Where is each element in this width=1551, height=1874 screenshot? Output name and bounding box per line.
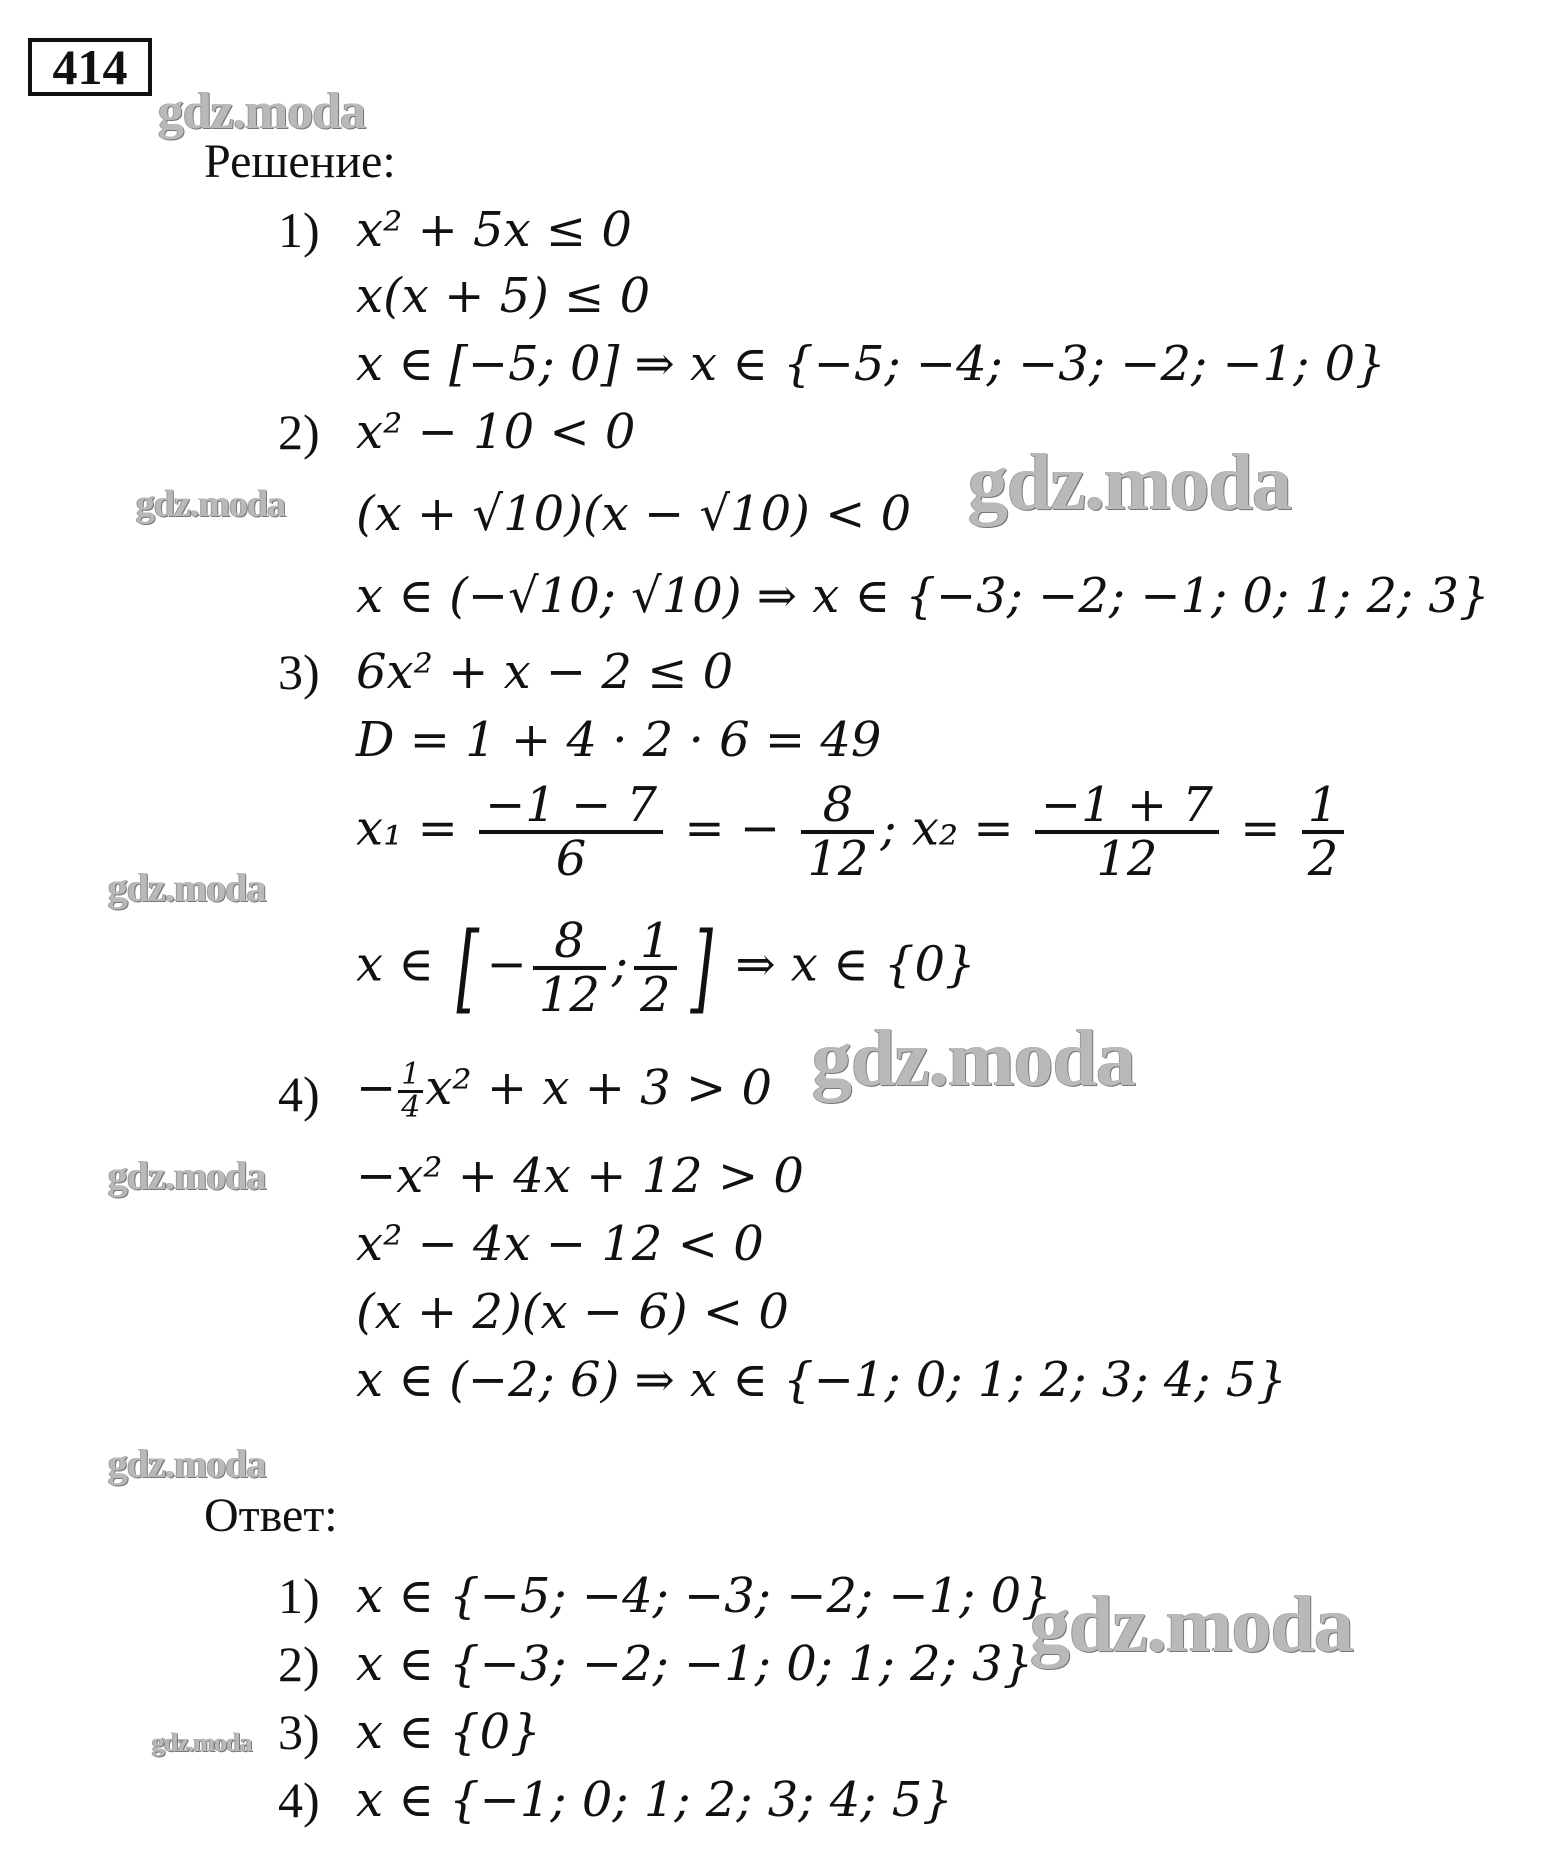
fraction-numerator: −1 + 7 (1035, 780, 1219, 834)
math-line: 6x² + x − 2 ≤ 0 (356, 644, 734, 700)
fraction-denominator: 12 (807, 831, 869, 887)
fraction-numerator: 8 (801, 780, 874, 834)
interval-prefix: x ∈ (356, 936, 434, 993)
interval-line (356, 912, 976, 1024)
math-line: x² − 10 < 0 (356, 404, 636, 460)
math-line: x(x + 5) ≤ 0 (356, 268, 651, 324)
minus-sign: − (486, 936, 527, 993)
fraction-denominator: 12 (538, 967, 600, 1023)
watermark: gdz.moda (108, 1441, 266, 1486)
fraction (801, 777, 874, 887)
fraction-denominator: 2 (640, 967, 671, 1023)
answer-value: x ∈ {−3; −2; −1; 0; 1; 2; 3} (356, 1636, 1034, 1692)
math-line: x ∈ (−2; 6) ⇒ x ∈ {−1; 0; 1; 2; 3; 4; 5} (356, 1352, 1287, 1408)
math-line: x ∈ (−√10; √10) ⇒ x ∈ {−3; −2; −1; 0; 1; 2; 3} (356, 568, 1490, 624)
fraction-numerator: 1 (1302, 780, 1345, 834)
part-label: 1) (278, 202, 320, 258)
x2-lhs: x₂ = (911, 800, 1014, 857)
answer-heading: Ответ: (204, 1489, 338, 1542)
fraction-numerator: 1 (634, 916, 677, 970)
fraction-denominator: 2 (1307, 831, 1339, 887)
right-bracket: ] (690, 912, 713, 1024)
fraction (1302, 777, 1345, 887)
solution-heading: Решение: (204, 135, 396, 188)
answer-label: 2) (278, 1636, 320, 1692)
fraction-numerator: 1 (398, 1060, 423, 1093)
math-line: D = 1 + 4 · 2 · 6 = 49 (356, 712, 882, 768)
equals: = (1240, 800, 1281, 857)
answer-value: x ∈ {0} (356, 1704, 541, 1760)
part-label: 2) (278, 404, 320, 460)
fraction-numerator: 8 (533, 916, 606, 970)
answer-value: x ∈ {−5; −4; −3; −2; −1; 0} (356, 1568, 1052, 1624)
part-label: 4) (278, 1066, 320, 1122)
left-bracket: [ (456, 912, 480, 1024)
watermark: gdz.moda (1030, 1581, 1354, 1669)
answer-label: 1) (278, 1568, 320, 1624)
fraction (634, 913, 677, 1023)
watermark: gdz.moda (812, 1015, 1136, 1103)
math-line: x² − 4x − 12 < 0 (356, 1216, 764, 1272)
equals-minus: = − (684, 800, 781, 857)
interval-suffix: ⇒ x ∈ {0} (735, 936, 976, 993)
separator: ; (880, 800, 897, 857)
answer-label: 3) (278, 1704, 320, 1760)
watermark: gdz.moda (136, 483, 286, 525)
math-line: −x² + 4x + 12 > 0 (356, 1148, 804, 1204)
part-label: 3) (278, 644, 320, 700)
fraction (1035, 777, 1219, 887)
answer-value: x ∈ {−1; 0; 1; 2; 3; 4; 5} (356, 1772, 953, 1828)
math-line: x ∈ [−5; 0] ⇒ x ∈ {−5; −4; −3; −2; −1; 0} (356, 336, 1386, 392)
separator: ; (611, 936, 629, 993)
answer-label: 4) (278, 1772, 320, 1828)
minus-sign: − (356, 1060, 397, 1116)
expression: x² + x + 3 > 0 (425, 1060, 772, 1116)
fraction-numerator: −1 − 7 (479, 780, 663, 834)
fraction (479, 777, 663, 887)
fraction-denominator: 4 (401, 1090, 421, 1125)
watermark: gdz.moda (968, 439, 1292, 527)
math-line: (x + 2)(x − 6) < 0 (356, 1284, 789, 1340)
roots-line (356, 777, 1350, 887)
watermark: gdz.moda (108, 865, 266, 910)
problem-number-box: 414 (28, 38, 152, 96)
fraction-denominator: 12 (1096, 831, 1158, 887)
watermark: gdz.moda (152, 1728, 252, 1757)
fraction (533, 913, 606, 1023)
watermark: gdz.moda (158, 83, 366, 140)
fraction (398, 1057, 423, 1125)
math-line: x² + 5x ≤ 0 (356, 202, 632, 258)
x1-lhs: x₁ = (356, 800, 458, 857)
fraction-denominator: 6 (555, 831, 587, 887)
math-line (356, 1057, 772, 1125)
math-line: (x + √10)(x − √10) < 0 (356, 486, 912, 542)
watermark: gdz.moda (108, 1153, 266, 1198)
